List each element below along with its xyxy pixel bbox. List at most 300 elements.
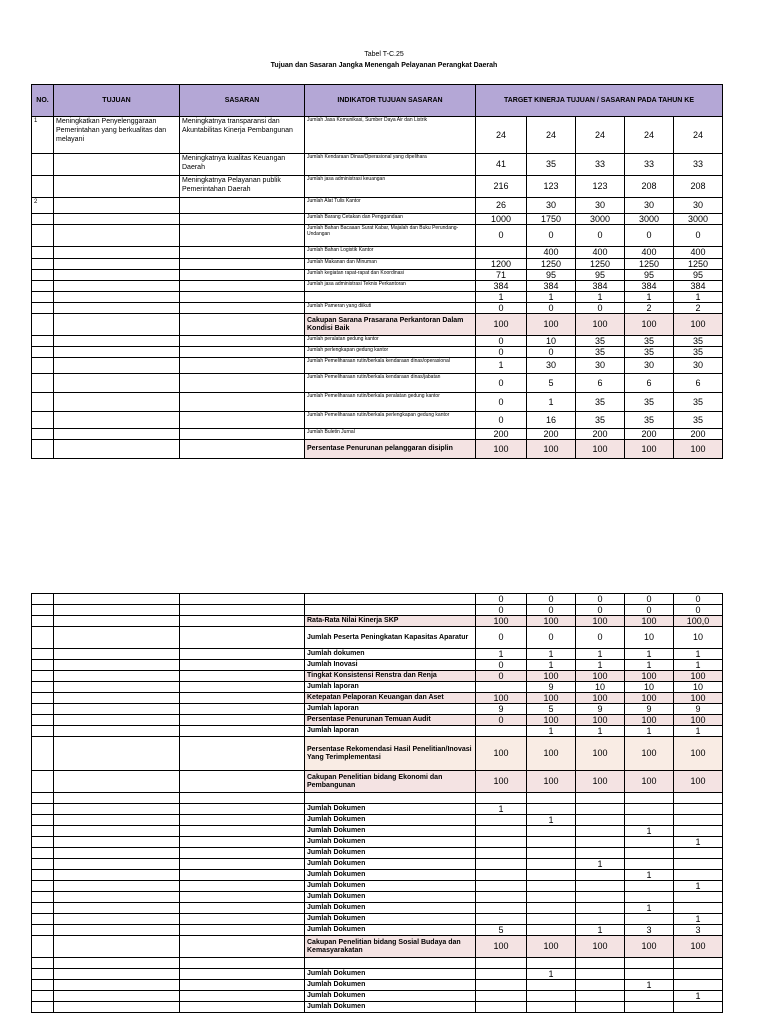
cell-target-year-1 (476, 859, 527, 870)
cell-target-year-1: 100 (476, 314, 527, 336)
cell-target-year-5: 100 (674, 771, 723, 793)
cell-no (32, 292, 54, 303)
cell-target-year-5: 1 (674, 881, 723, 892)
cell-target-year-1 (476, 903, 527, 914)
cell-target-year-4: 2 (625, 303, 674, 314)
cell-target-year-5: 10 (674, 682, 723, 693)
cell-target-year-4 (625, 892, 674, 903)
cell-tujuan (54, 627, 180, 649)
table-row (32, 969, 723, 980)
cell-sasaran (180, 281, 305, 292)
cell-target-year-5 (674, 870, 723, 881)
cell-sasaran (180, 440, 305, 459)
cell-target-year-3: 100 (576, 616, 625, 627)
cell-indikator: Cakupan Sarana Prasarana Perkantoran Dalam Kondisi Baik (305, 314, 476, 336)
cell-tujuan (54, 393, 180, 412)
cell-tujuan (54, 429, 180, 440)
table-row (32, 627, 723, 649)
cell-target-year-4: 1 (625, 660, 674, 671)
cell-target-year-5 (674, 969, 723, 980)
cell-sasaran (180, 682, 305, 693)
cell-target-year-5: 2 (674, 303, 723, 314)
cell-target-year-5: 35 (674, 393, 723, 412)
cell-indikator: Jumlah dokumen (305, 649, 476, 660)
cell-target-year-5: 1 (674, 660, 723, 671)
cell-target-year-5 (674, 892, 723, 903)
cell-tujuan (54, 704, 180, 715)
cell-tujuan (54, 914, 180, 925)
cell-no (32, 737, 54, 771)
cell-target-year-2: 95 (527, 270, 576, 281)
cell-indikator: Jumlah peralatan gedung kantor (305, 336, 476, 347)
cell-target-year-3: 3000 (576, 214, 625, 225)
cell-target-year-2: 9 (527, 682, 576, 693)
cell-indikator (305, 292, 476, 303)
cell-target-year-4: 1250 (625, 259, 674, 270)
cell-target-year-5: 1 (674, 914, 723, 925)
cell-sasaran (180, 726, 305, 737)
cell-no (32, 682, 54, 693)
cell-tujuan (54, 991, 180, 1002)
cell-target-year-3 (576, 793, 625, 804)
cell-indikator: Jumlah Pemeliharaan rutin/berkala kendaraan dinas/jabatan (305, 374, 476, 393)
cell-target-year-5 (674, 903, 723, 914)
cell-target-year-3: 0 (576, 605, 625, 616)
cell-target-year-1: 0 (476, 715, 527, 726)
cell-target-year-4: 100 (625, 440, 674, 459)
cell-target-year-1: 24 (476, 117, 527, 154)
cell-target-year-2: 1250 (527, 259, 576, 270)
cell-no (32, 649, 54, 660)
cell-target-year-5 (674, 1002, 723, 1013)
table-row (32, 682, 723, 693)
cell-target-year-4 (625, 958, 674, 969)
table-row (32, 881, 723, 892)
cell-indikator: Jumlah Inovasi (305, 660, 476, 671)
cell-target-year-4: 200 (625, 429, 674, 440)
cell-target-year-1: 41 (476, 154, 527, 176)
cell-sasaran (180, 616, 305, 627)
cell-target-year-3 (576, 980, 625, 991)
cell-tujuan (54, 969, 180, 980)
cell-target-year-4: 6 (625, 374, 674, 393)
cell-target-year-4: 400 (625, 247, 674, 259)
table-row (32, 358, 723, 374)
cell-no (32, 281, 54, 292)
cell-sasaran (180, 412, 305, 429)
cell-no (32, 903, 54, 914)
cell-target-year-2: 35 (527, 154, 576, 176)
table-row (32, 870, 723, 881)
table-row (32, 804, 723, 815)
cell-indikator: Jumlah Peserta Peningkatan Kapasitas Aparatur (305, 627, 476, 649)
cell-target-year-5: 3 (674, 925, 723, 936)
cell-target-year-2 (527, 848, 576, 859)
cell-target-year-5: 35 (674, 336, 723, 347)
cell-target-year-3: 1 (576, 292, 625, 303)
cell-sasaran: Meningkatnya kualitas Keuangan Daerah (180, 154, 305, 176)
header-sasaran: SASARAN (180, 85, 305, 117)
cell-no (32, 958, 54, 969)
cell-tujuan (54, 737, 180, 771)
cell-tujuan (54, 804, 180, 815)
cell-target-year-2: 24 (527, 117, 576, 154)
cell-tujuan (54, 303, 180, 314)
cell-target-year-2: 30 (527, 198, 576, 214)
table-row (32, 247, 723, 259)
cell-tujuan (54, 682, 180, 693)
cell-target-year-3: 100 (576, 737, 625, 771)
cell-indikator: Jumlah Dokumen (305, 980, 476, 991)
cell-target-year-5: 35 (674, 347, 723, 358)
cell-target-year-2: 5 (527, 374, 576, 393)
cell-indikator (305, 958, 476, 969)
header-no: NO. (32, 85, 54, 117)
cell-tujuan (54, 726, 180, 737)
cell-sasaran (180, 594, 305, 605)
cell-target-year-2: 1 (527, 292, 576, 303)
cell-sasaran (180, 374, 305, 393)
cell-target-year-1: 9 (476, 704, 527, 715)
cell-tujuan (54, 198, 180, 214)
cell-sasaran (180, 892, 305, 903)
cell-no: 1 (32, 117, 54, 154)
cell-tujuan (54, 347, 180, 358)
cell-no (32, 176, 54, 198)
cell-no (32, 671, 54, 682)
cell-target-year-3: 6 (576, 374, 625, 393)
cell-no (32, 815, 54, 826)
cell-sasaran (180, 347, 305, 358)
cell-no (32, 225, 54, 247)
cell-no (32, 374, 54, 393)
cell-no (32, 837, 54, 848)
cell-target-year-5: 100 (674, 440, 723, 459)
cell-sasaran (180, 605, 305, 616)
cell-target-year-2 (527, 881, 576, 892)
cell-target-year-2 (527, 1002, 576, 1013)
cell-target-year-2: 400 (527, 247, 576, 259)
cell-indikator: Jumlah Dokumen (305, 914, 476, 925)
cell-target-year-5 (674, 958, 723, 969)
cell-no (32, 936, 54, 958)
cell-tujuan (54, 771, 180, 793)
cell-no (32, 826, 54, 837)
cell-no (32, 771, 54, 793)
cell-sasaran (180, 270, 305, 281)
cell-no (32, 848, 54, 859)
cell-no (32, 247, 54, 259)
cell-target-year-4: 24 (625, 117, 674, 154)
cell-target-year-1: 1200 (476, 259, 527, 270)
table-number: Tabel T-C.25 (364, 51, 404, 58)
cell-indikator: Persentase Penurunan Temuan Audit (305, 715, 476, 726)
cell-target-year-1: 5 (476, 925, 527, 936)
cell-no (32, 969, 54, 980)
cell-sasaran (180, 198, 305, 214)
cell-target-year-4: 100 (625, 771, 674, 793)
table-row (32, 793, 723, 804)
cell-target-year-1 (476, 870, 527, 881)
cell-indikator: Jumlah Dokumen (305, 870, 476, 881)
cell-target-year-5: 1 (674, 649, 723, 660)
cell-tujuan (54, 660, 180, 671)
cell-tujuan (54, 270, 180, 281)
table-row (32, 429, 723, 440)
cell-no (32, 347, 54, 358)
cell-tujuan (54, 412, 180, 429)
cell-target-year-1: 0 (476, 336, 527, 347)
cell-tujuan (54, 154, 180, 176)
cell-indikator: Jumlah Makanan dan Minuman (305, 259, 476, 270)
cell-sasaran (180, 671, 305, 682)
table-row (32, 826, 723, 837)
cell-target-year-1 (476, 892, 527, 903)
cell-sasaran (180, 259, 305, 270)
cell-tujuan (54, 259, 180, 270)
cell-target-year-4: 0 (625, 605, 674, 616)
cell-tujuan (54, 715, 180, 726)
table-row (32, 671, 723, 682)
cell-target-year-3: 30 (576, 198, 625, 214)
cell-target-year-4 (625, 837, 674, 848)
cell-sasaran (180, 925, 305, 936)
cell-tujuan (54, 649, 180, 660)
cell-target-year-2 (527, 925, 576, 936)
cell-indikator: Jumlah Dokumen (305, 903, 476, 914)
cell-target-year-1 (476, 848, 527, 859)
cell-target-year-5: 100,0 (674, 616, 723, 627)
cell-target-year-5: 10 (674, 627, 723, 649)
cell-target-year-2 (527, 793, 576, 804)
cell-tujuan (54, 837, 180, 848)
cell-target-year-4: 1 (625, 980, 674, 991)
cell-target-year-4: 208 (625, 176, 674, 198)
cell-target-year-2: 100 (527, 671, 576, 682)
cell-sasaran (180, 793, 305, 804)
table-row (32, 914, 723, 925)
table-row (32, 991, 723, 1002)
cell-target-year-5: 30 (674, 198, 723, 214)
cell-target-year-2 (527, 914, 576, 925)
cell-tujuan (54, 616, 180, 627)
table-row (32, 336, 723, 347)
table-row (32, 958, 723, 969)
cell-target-year-4 (625, 859, 674, 870)
cell-sasaran (180, 737, 305, 771)
cell-no (32, 1002, 54, 1013)
table-row (32, 704, 723, 715)
cell-tujuan (54, 440, 180, 459)
cell-target-year-3: 1 (576, 649, 625, 660)
table-row (32, 980, 723, 991)
cell-no (32, 914, 54, 925)
table-row (32, 292, 723, 303)
cell-target-year-4 (625, 991, 674, 1002)
cell-target-year-2 (527, 903, 576, 914)
cell-target-year-1 (476, 826, 527, 837)
cell-tujuan (54, 374, 180, 393)
cell-indikator: Jumlah Bahan Logistik Kantor (305, 247, 476, 259)
cell-target-year-3: 30 (576, 358, 625, 374)
cell-target-year-2: 100 (527, 737, 576, 771)
cell-target-year-5: 384 (674, 281, 723, 292)
cell-tujuan (54, 605, 180, 616)
cell-target-year-3: 35 (576, 412, 625, 429)
cell-target-year-4 (625, 1002, 674, 1013)
cell-no (32, 693, 54, 704)
cell-target-year-3: 100 (576, 693, 625, 704)
cell-target-year-3 (576, 881, 625, 892)
table-row (32, 726, 723, 737)
cell-indikator: Jumlah Jasa Komunikasi, Sumber Daya Air dan Listrik (305, 117, 476, 154)
cell-sasaran (180, 804, 305, 815)
cell-target-year-4: 35 (625, 393, 674, 412)
cell-target-year-5: 200 (674, 429, 723, 440)
cell-indikator (305, 594, 476, 605)
cell-no (32, 429, 54, 440)
cell-no (32, 892, 54, 903)
cell-sasaran (180, 704, 305, 715)
cell-target-year-4 (625, 793, 674, 804)
cell-target-year-5: 100 (674, 693, 723, 704)
cell-target-year-3: 123 (576, 176, 625, 198)
cell-tujuan (54, 903, 180, 914)
cell-no (32, 627, 54, 649)
cell-target-year-1: 1 (476, 649, 527, 660)
table-row (32, 412, 723, 429)
table-row (32, 660, 723, 671)
cell-target-year-1: 0 (476, 594, 527, 605)
target-table-top (31, 84, 723, 459)
cell-target-year-2: 0 (527, 627, 576, 649)
cell-target-year-5: 100 (674, 715, 723, 726)
cell-indikator: Jumlah kegiatan rapat-rapat dan Koordinasi (305, 270, 476, 281)
table-row (32, 837, 723, 848)
cell-target-year-1 (476, 726, 527, 737)
cell-tujuan (54, 281, 180, 292)
cell-tujuan (54, 859, 180, 870)
cell-indikator: Jumlah Pemeliharaan rutin/berkala peralatan gedung kantor (305, 393, 476, 412)
table-row (32, 936, 723, 958)
cell-target-year-1: 200 (476, 429, 527, 440)
cell-target-year-1 (476, 247, 527, 259)
cell-indikator: Jumlah Kendaraan Dinas/Operasional yang dipelihara (305, 154, 476, 176)
cell-target-year-5: 33 (674, 154, 723, 176)
cell-target-year-5 (674, 793, 723, 804)
cell-sasaran (180, 958, 305, 969)
cell-sasaran (180, 336, 305, 347)
cell-target-year-1 (476, 793, 527, 804)
cell-target-year-3 (576, 815, 625, 826)
cell-target-year-3: 100 (576, 771, 625, 793)
cell-target-year-2: 100 (527, 715, 576, 726)
cell-target-year-1 (476, 682, 527, 693)
cell-tujuan (54, 671, 180, 682)
cell-target-year-5: 400 (674, 247, 723, 259)
cell-indikator: Jumlah Pemeliharaan rutin/berkala kendaraan dinas/operasional (305, 358, 476, 374)
cell-indikator: Jumlah Alat Tulis Kantor (305, 198, 476, 214)
cell-target-year-2: 1 (527, 660, 576, 671)
cell-target-year-2: 1750 (527, 214, 576, 225)
cell-target-year-3: 1 (576, 726, 625, 737)
cell-target-year-2: 384 (527, 281, 576, 292)
cell-sasaran (180, 936, 305, 958)
cell-target-year-5: 35 (674, 412, 723, 429)
cell-target-year-5: 3000 (674, 214, 723, 225)
cell-target-year-2: 100 (527, 936, 576, 958)
cell-tujuan (54, 358, 180, 374)
cell-target-year-1: 216 (476, 176, 527, 198)
cell-target-year-4: 384 (625, 281, 674, 292)
cell-target-year-4: 3000 (625, 214, 674, 225)
cell-sasaran (180, 870, 305, 881)
cell-sasaran (180, 815, 305, 826)
cell-indikator: Jumlah Dokumen (305, 826, 476, 837)
cell-sasaran (180, 649, 305, 660)
table-row (32, 259, 723, 270)
cell-tujuan (54, 892, 180, 903)
table-row (32, 815, 723, 826)
cell-target-year-2: 123 (527, 176, 576, 198)
cell-target-year-3: 95 (576, 270, 625, 281)
cell-sasaran (180, 969, 305, 980)
cell-target-year-2: 0 (527, 225, 576, 247)
cell-sasaran (180, 991, 305, 1002)
cell-target-year-5: 0 (674, 225, 723, 247)
cell-no (32, 804, 54, 815)
cell-no: 2 (32, 198, 54, 214)
cell-target-year-5 (674, 848, 723, 859)
cell-indikator: Jumlah Dokumen (305, 1002, 476, 1013)
cell-target-year-3: 384 (576, 281, 625, 292)
cell-indikator: Tingkat Konsistensi Renstra dan Renja (305, 671, 476, 682)
cell-target-year-3: 1 (576, 925, 625, 936)
cell-no (32, 616, 54, 627)
cell-target-year-3 (576, 826, 625, 837)
cell-sasaran (180, 627, 305, 649)
cell-tujuan (54, 247, 180, 259)
cell-target-year-4: 10 (625, 627, 674, 649)
table-title: Tujuan dan Sasaran Jangka Menengah Pelayanan Perangkat Daerah (270, 62, 498, 69)
cell-no (32, 605, 54, 616)
cell-target-year-3 (576, 804, 625, 815)
cell-no (32, 303, 54, 314)
cell-target-year-2 (527, 892, 576, 903)
cell-target-year-1: 100 (476, 440, 527, 459)
cell-target-year-1: 0 (476, 374, 527, 393)
cell-target-year-5: 9 (674, 704, 723, 715)
cell-no (32, 336, 54, 347)
cell-indikator: Jumlah Pemeliharaan rutin/berkala perlengkapan gedung kantor (305, 412, 476, 429)
cell-target-year-5: 1 (674, 991, 723, 1002)
cell-target-year-4: 95 (625, 270, 674, 281)
cell-indikator: Jumlah Dokumen (305, 837, 476, 848)
cell-target-year-2: 100 (527, 440, 576, 459)
cell-target-year-3 (576, 837, 625, 848)
cell-target-year-1: 0 (476, 627, 527, 649)
cell-target-year-3: 200 (576, 429, 625, 440)
cell-target-year-3: 0 (576, 303, 625, 314)
cell-target-year-2: 5 (527, 704, 576, 715)
cell-target-year-5: 0 (674, 594, 723, 605)
cell-target-year-3 (576, 870, 625, 881)
table-row (32, 649, 723, 660)
cell-tujuan (54, 793, 180, 804)
cell-no (32, 412, 54, 429)
cell-target-year-2: 100 (527, 616, 576, 627)
cell-indikator: Jumlah Dokumen (305, 892, 476, 903)
